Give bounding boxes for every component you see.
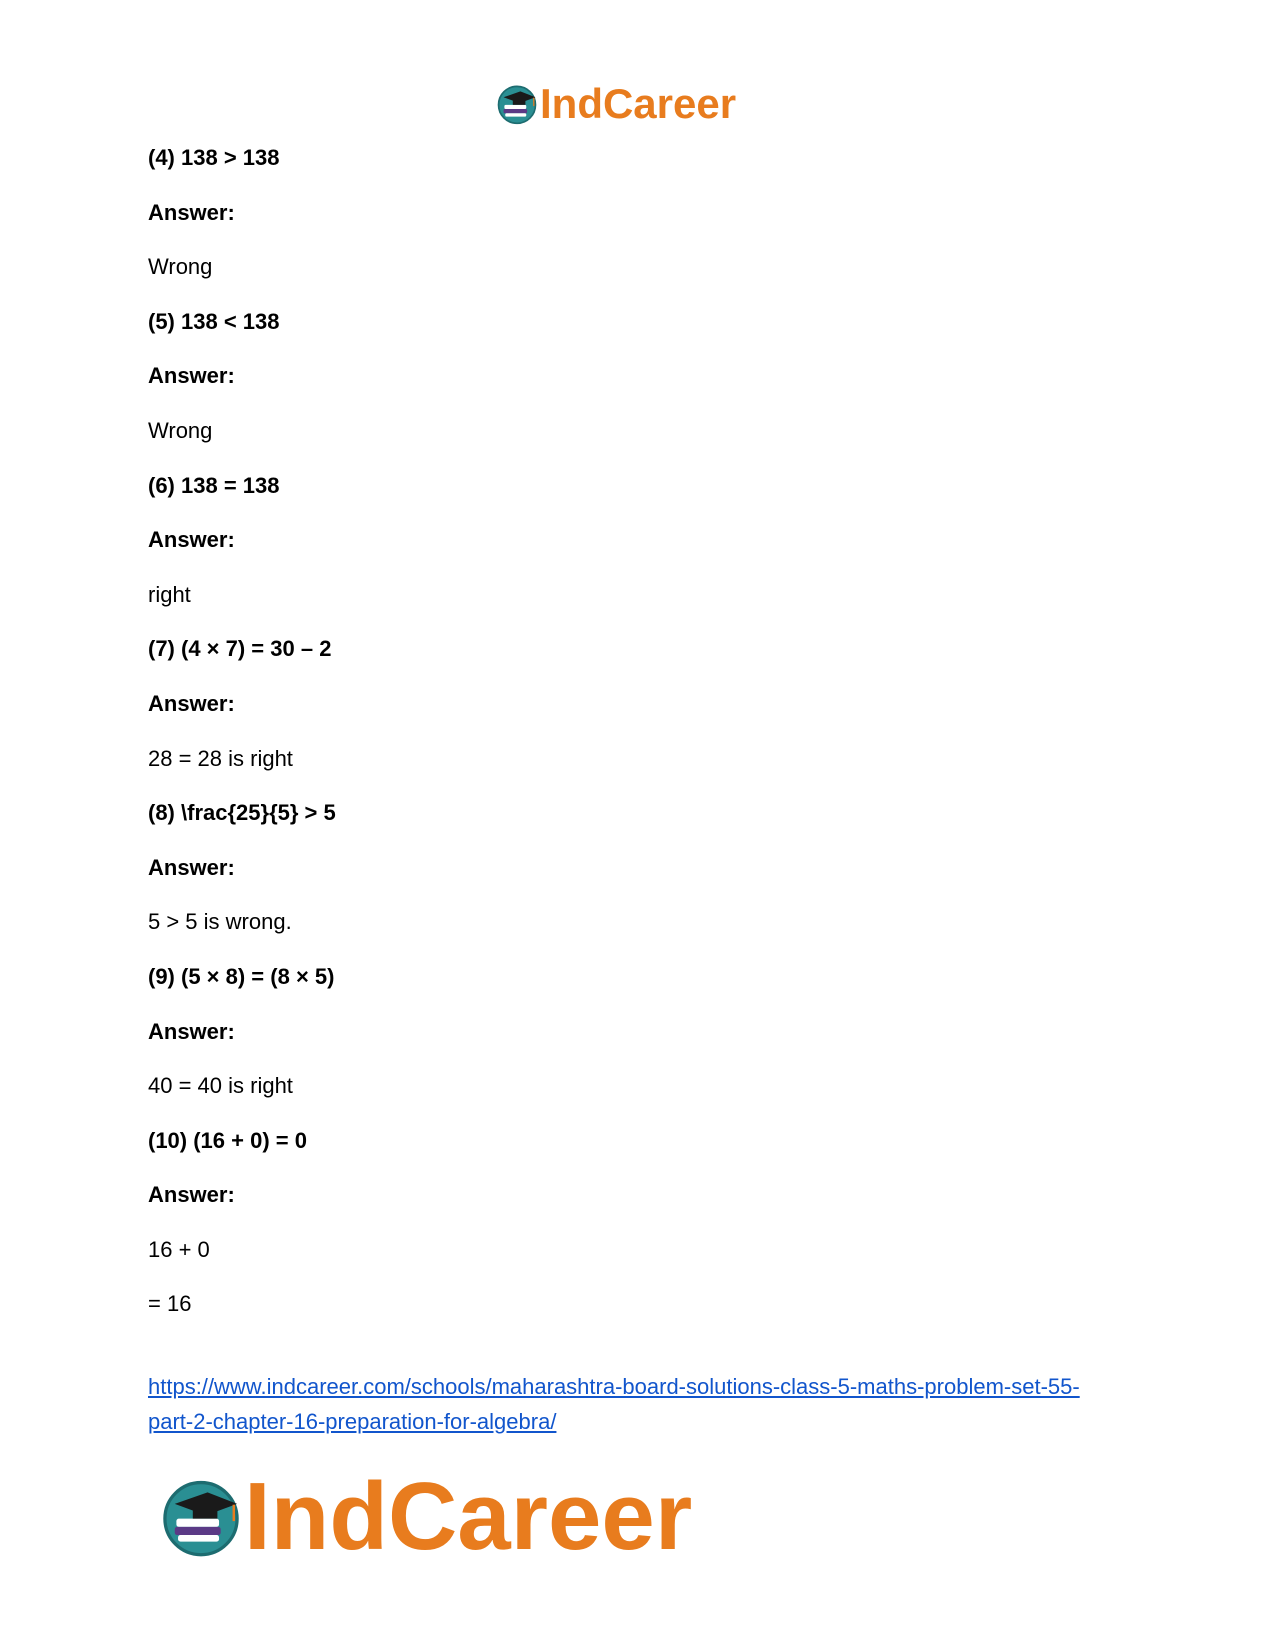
answer-text: = 16 <box>148 1291 192 1317</box>
answer-label: Answer: <box>148 1182 235 1208</box>
answer-label: Answer: <box>148 527 235 553</box>
answer-text: 16 + 0 <box>148 1236 210 1262</box>
answer-label: Answer: <box>148 363 235 389</box>
question-text: (4) 138 > 138 <box>148 145 280 170</box>
document-body <box>148 145 1128 1346</box>
logo-wordmark: IndCareer <box>244 1463 693 1570</box>
book-graduation-cap-icon <box>496 83 538 125</box>
source-link-line-2[interactable]: part-2-chapter-16-preparation-for-algebra/ <box>148 1409 557 1434</box>
question-text: (5) 138 < 138 <box>148 308 280 334</box>
header-logo <box>496 80 736 128</box>
question-text: (10) (16 + 0) = 0 <box>148 1127 307 1153</box>
answer-text: 40 = 40 is right <box>148 1073 293 1099</box>
question-text: (6) 138 = 138 <box>148 472 280 498</box>
book-graduation-cap-icon <box>160 1476 242 1558</box>
answer-text: 28 = 28 is right <box>148 745 293 771</box>
logo-wordmark: IndCareer <box>540 80 737 127</box>
answer-label: Answer: <box>148 199 235 225</box>
answer-label: Answer: <box>148 854 235 880</box>
answer-text: 5 > 5 is wrong. <box>148 909 292 935</box>
question-text: (7) (4 × 7) = 30 – 2 <box>148 636 332 662</box>
source-link[interactable] <box>148 1369 1148 1439</box>
footer-logo <box>160 1462 692 1572</box>
answer-text: Wrong <box>148 254 213 280</box>
answer-label: Answer: <box>148 690 235 716</box>
answer-text: Wrong <box>148 417 213 443</box>
source-link-line-1[interactable]: https://www.indcareer.com/schools/maharashtra-board-solutions-class-5-maths-problem-set-55- <box>148 1374 1080 1399</box>
question-text: (8) \frac{25}{5} > 5 <box>148 800 336 826</box>
answer-text: right <box>148 581 191 607</box>
answer-label: Answer: <box>148 1018 235 1044</box>
question-text: (9) (5 × 8) = (8 × 5) <box>148 963 335 989</box>
